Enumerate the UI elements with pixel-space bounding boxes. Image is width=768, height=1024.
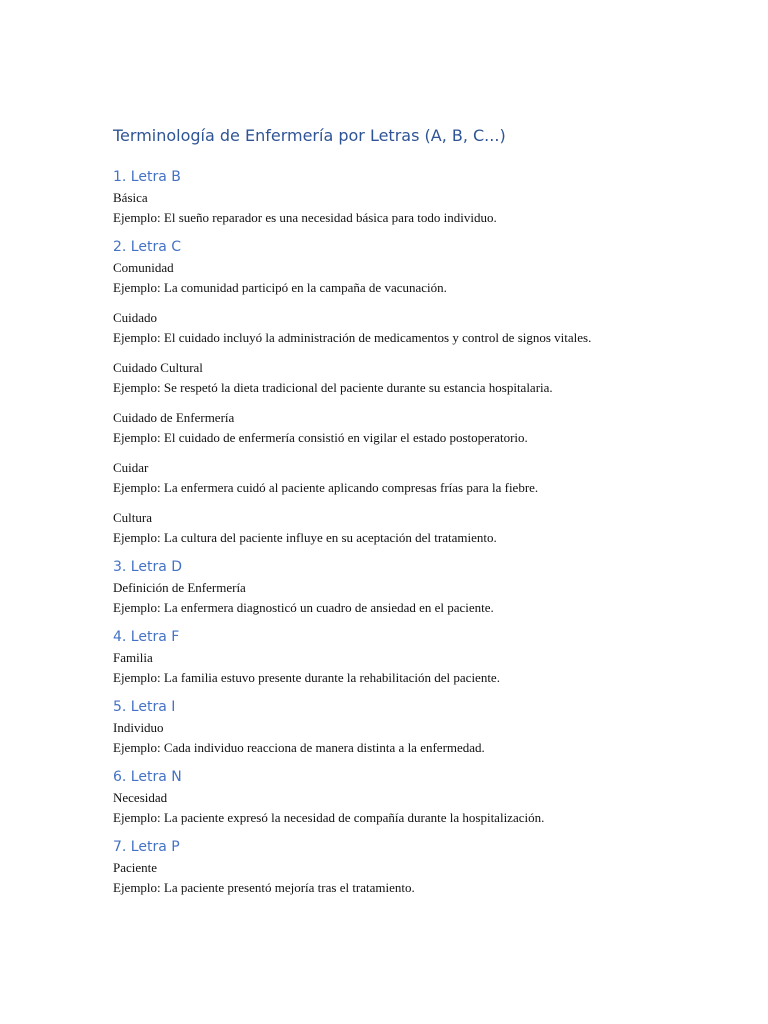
term-entry — [113, 458, 713, 497]
term-name: Comunidad — [113, 260, 174, 275]
term-name: Definición de Enfermería — [113, 580, 246, 595]
term-name: Cuidado — [113, 310, 158, 325]
section-heading: 5. Letra I — [113, 699, 176, 715]
term-example: Ejemplo: Se respetó la dieta tradicional del paciente durante su estancia hospitalaria. — [113, 379, 553, 395]
term-entry — [113, 858, 713, 897]
term-example: Ejemplo: El cuidado incluyó la administración de medicamentos y control de signos vitales. — [113, 329, 592, 345]
document-page — [113, 122, 713, 906]
section-heading: 3. Letra D — [113, 559, 183, 575]
term-entry — [113, 258, 713, 297]
term-entry — [113, 308, 713, 347]
term-name: Individuo — [113, 720, 164, 735]
section — [113, 626, 713, 687]
term-entry — [113, 358, 713, 397]
section — [113, 836, 713, 897]
section-heading: 4. Letra F — [113, 629, 180, 645]
term-entry — [113, 578, 713, 617]
section-heading: 1. Letra B — [113, 169, 181, 185]
section-heading: 2. Letra C — [113, 239, 182, 255]
term-example: Ejemplo: La paciente expresó la necesidad de compañía durante la hospitalización. — [113, 809, 545, 825]
sections-container — [113, 166, 713, 897]
term-name: Cuidado Cultural — [113, 360, 203, 375]
term-example: Ejemplo: La enfermera diagnosticó un cuadro de ansiedad en el paciente. — [113, 599, 494, 615]
term-name: Necesidad — [113, 790, 168, 805]
section — [113, 556, 713, 617]
term-example: Ejemplo: La enfermera cuidó al paciente aplicando compresas frías para la fiebre. — [113, 479, 539, 495]
section — [113, 236, 713, 547]
section — [113, 696, 713, 757]
term-example: Ejemplo: La cultura del paciente influye en su aceptación del tratamiento. — [113, 529, 497, 545]
term-example: Ejemplo: La paciente presentó mejoría tras el tratamiento. — [113, 879, 415, 895]
term-name: Cuidar — [113, 460, 149, 475]
term-name: Cultura — [113, 510, 152, 525]
term-name: Cuidado de Enfermería — [113, 410, 235, 425]
term-entry — [113, 508, 713, 547]
term-example: Ejemplo: El sueño reparador es una necesidad básica para todo individuo. — [113, 209, 497, 225]
term-example: Ejemplo: La familia estuvo presente durante la rehabilitación del paciente. — [113, 669, 500, 685]
section-heading: 6. Letra N — [113, 769, 182, 785]
term-name: Familia — [113, 650, 153, 665]
section — [113, 766, 713, 827]
term-entry — [113, 718, 713, 757]
term-entry — [113, 188, 713, 227]
term-name: Paciente — [113, 860, 158, 875]
term-entry — [113, 788, 713, 827]
term-entry — [113, 408, 713, 447]
term-example: Ejemplo: Cada individuo reacciona de manera distinta a la enfermedad. — [113, 739, 485, 755]
term-example: Ejemplo: La comunidad participó en la campaña de vacunación. — [113, 279, 447, 295]
term-entry — [113, 648, 713, 687]
section — [113, 166, 713, 227]
document-title: Terminología de Enfermería por Letras (A, B, C...) — [113, 126, 506, 145]
term-example: Ejemplo: El cuidado de enfermería consistió en vigilar el estado postoperatorio. — [113, 429, 528, 445]
section-heading: 7. Letra P — [113, 839, 180, 855]
term-name: Básica — [113, 190, 148, 205]
